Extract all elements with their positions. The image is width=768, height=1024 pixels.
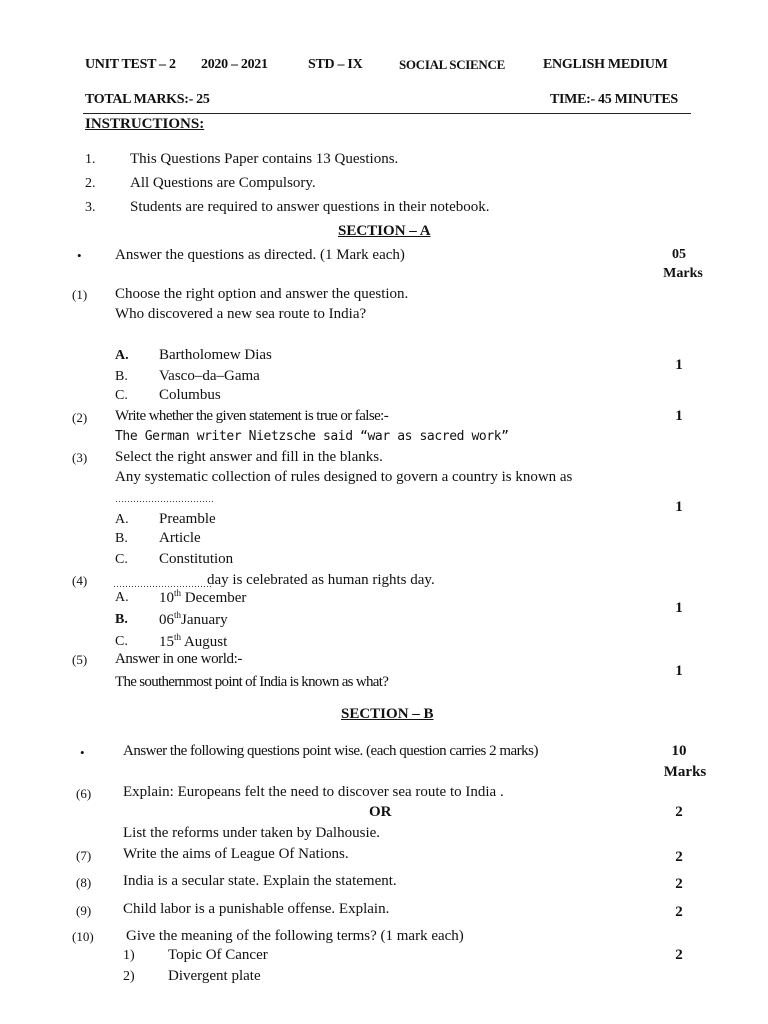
- subject-label: SOCIAL SCIENCE: [399, 57, 505, 72]
- section-a-marks-word: Marks: [663, 266, 703, 281]
- option-label: A.: [115, 590, 129, 605]
- option-text: Constitution: [159, 551, 234, 567]
- question-number: (2): [72, 410, 88, 425]
- option-text: 06thJanuary: [159, 610, 228, 628]
- question-text: Give the meaning of the following terms? (1 mark each): [126, 928, 464, 944]
- total-marks: TOTAL MARKS:- 25: [85, 92, 210, 107]
- option-text: Preamble: [159, 511, 216, 527]
- question-text: Choose the right option and answer the question.: [115, 286, 409, 302]
- instruction-number: 3.: [85, 200, 96, 215]
- question-text: Write whether the given statement is true or false:-: [115, 408, 389, 424]
- section-b-title: SECTION – B: [341, 706, 434, 722]
- section-b-marks-number: 10: [671, 743, 687, 759]
- question-text: Select the right answer and fill in the blanks.: [115, 449, 383, 465]
- question-marks: 2: [675, 849, 683, 865]
- question-marks: 1: [675, 408, 683, 424]
- option-label: B.: [115, 369, 128, 384]
- question-text: Answer in one world:-: [115, 651, 242, 667]
- sub-item-text: Divergent plate: [168, 968, 261, 984]
- question-text: Explain: Europeans felt the need to discover sea route to India .: [123, 784, 504, 800]
- question-text: day is celebrated as human rights day.: [207, 572, 435, 588]
- question-number: (4): [72, 573, 88, 588]
- question-marks: 1: [675, 663, 683, 679]
- instruction-text: All Questions are Compulsory.: [130, 175, 316, 191]
- question-marks: 1: [675, 357, 683, 373]
- option-text: 15th August: [159, 632, 228, 650]
- bullet-icon: •: [77, 248, 82, 263]
- section-b-directive: Answer the following questions point wise. (each question carries 2 marks): [123, 743, 538, 759]
- sub-item-text: Topic Of Cancer: [168, 947, 268, 963]
- fill-blank: ……………………………: [113, 579, 212, 589]
- question-text: Who discovered a new sea route to India?: [115, 306, 367, 322]
- instruction-text: This Questions Paper contains 13 Questions.: [130, 151, 399, 167]
- option-text: Columbus: [159, 387, 221, 403]
- section-b-marks-word: Marks: [663, 764, 707, 780]
- question-number: (7): [76, 848, 92, 863]
- question-marks: 1: [675, 499, 683, 515]
- question-text: List the reforms under taken by Dalhousie.: [123, 825, 381, 841]
- question-text: The German writer Nietzsche said “war as sacred work”: [115, 429, 509, 444]
- or-separator: OR: [369, 804, 392, 820]
- section-a-title: SECTION – A: [338, 223, 431, 239]
- question-marks: 2: [675, 876, 683, 892]
- option-text: Article: [159, 530, 201, 546]
- standard-label: STD – IX: [308, 57, 363, 72]
- section-a-marks-number: 05: [672, 247, 686, 262]
- question-marks: 2: [675, 904, 683, 920]
- fill-blank: ……………………………: [115, 494, 214, 504]
- option-label: C.: [115, 552, 128, 567]
- question-number: (9): [76, 903, 92, 918]
- option-label: B.: [115, 531, 128, 546]
- header-rule: [83, 113, 691, 114]
- academic-year: 2020 – 2021: [201, 57, 268, 72]
- question-marks: 2: [675, 804, 683, 820]
- question-text: Write the aims of League Of Nations.: [123, 846, 349, 862]
- instructions-title: INSTRUCTIONS:: [85, 116, 205, 132]
- question-number: (5): [72, 652, 88, 667]
- question-number: (1): [72, 287, 88, 302]
- question-number: (8): [76, 875, 92, 890]
- sub-item-number: 1): [123, 948, 135, 963]
- option-text: 10th December: [159, 588, 247, 606]
- option-label: A.: [115, 348, 129, 363]
- question-number: (3): [72, 450, 88, 465]
- question-number: (6): [76, 786, 92, 801]
- medium-label: ENGLISH MEDIUM: [543, 57, 668, 72]
- time-label: TIME:- 45 MINUTES: [550, 92, 678, 107]
- option-text: Bartholomew Dias: [159, 347, 272, 363]
- sub-item-number: 2): [123, 969, 135, 984]
- question-marks: 2: [675, 947, 683, 963]
- bullet-icon: •: [80, 745, 85, 760]
- question-marks: 1: [675, 600, 683, 616]
- section-a-directive: Answer the questions as directed. (1 Mark each): [115, 247, 405, 263]
- question-text: India is a secular state. Explain the statement.: [123, 873, 397, 889]
- instruction-number: 2.: [85, 176, 96, 191]
- option-text: Vasco–da–Gama: [159, 368, 260, 384]
- question-text: Any systematic collection of rules designed to govern a country is known as: [115, 469, 573, 485]
- unit-test-label: UNIT TEST – 2: [85, 57, 176, 72]
- instruction-number: 1.: [85, 152, 96, 167]
- option-label: A.: [115, 512, 129, 527]
- question-text: Child labor is a punishable offense. Explain.: [123, 901, 390, 917]
- option-label: B.: [115, 612, 128, 627]
- question-number: (10): [72, 929, 94, 944]
- question-text: The southernmost point of India is known as what?: [115, 674, 389, 690]
- option-label: C.: [115, 634, 128, 649]
- option-label: C.: [115, 388, 128, 403]
- instruction-text: Students are required to answer questions in their notebook.: [130, 199, 490, 215]
